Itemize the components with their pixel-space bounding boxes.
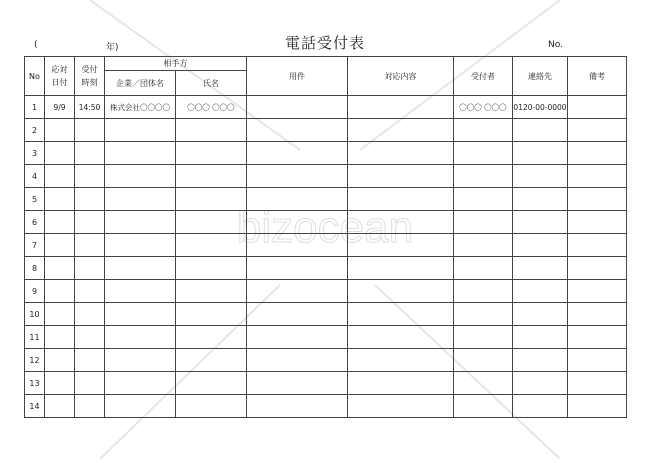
- company-cell[interactable]: [105, 303, 176, 326]
- table-row: [25, 142, 627, 165]
- caller-name-cell[interactable]: [176, 280, 247, 303]
- table-row: [25, 280, 627, 303]
- time-cell[interactable]: [75, 280, 105, 303]
- receiver-cell[interactable]: [454, 119, 513, 142]
- header-party-group: 相手方: [105, 57, 247, 71]
- header-subject: 用件: [247, 57, 348, 96]
- subject-cell[interactable]: [247, 234, 348, 257]
- response-cell[interactable]: [348, 188, 454, 211]
- date-cell[interactable]: [45, 303, 75, 326]
- table-row: [25, 303, 627, 326]
- date-cell[interactable]: [45, 234, 75, 257]
- row-number-cell: 9: [25, 280, 45, 303]
- contact-cell[interactable]: [513, 303, 568, 326]
- time-cell[interactable]: [75, 257, 105, 280]
- contact-cell[interactable]: [513, 234, 568, 257]
- response-cell[interactable]: [348, 96, 454, 119]
- row-number-cell: 14: [25, 395, 45, 418]
- response-cell[interactable]: [348, 395, 454, 418]
- table-row: [25, 372, 627, 395]
- company-cell[interactable]: [105, 142, 176, 165]
- time-cell[interactable]: [75, 142, 105, 165]
- row-number-cell: 5: [25, 188, 45, 211]
- year-label: 年): [106, 43, 119, 53]
- table-row: [25, 257, 627, 280]
- company-cell[interactable]: [105, 395, 176, 418]
- header-company: 企業／団体名: [105, 71, 176, 96]
- table-row: [25, 188, 627, 211]
- contact-cell[interactable]: [513, 142, 568, 165]
- caller-name-cell[interactable]: [176, 119, 247, 142]
- header-date-line2: 日付: [51, 78, 68, 87]
- subject-cell[interactable]: [247, 303, 348, 326]
- table-row: [25, 211, 627, 234]
- row-number-cell: 3: [25, 142, 45, 165]
- row-number-cell: 8: [25, 257, 45, 280]
- contact-cell[interactable]: [513, 372, 568, 395]
- table-row: [25, 395, 627, 418]
- caller-name-cell[interactable]: 〇〇〇 〇〇〇: [176, 96, 247, 119]
- subject-cell[interactable]: [247, 349, 348, 372]
- date-cell[interactable]: [45, 326, 75, 349]
- table-body: [25, 96, 627, 418]
- caller-name-cell[interactable]: [176, 165, 247, 188]
- header-time-line1: 受付: [81, 65, 98, 74]
- receiver-cell[interactable]: [454, 142, 513, 165]
- company-cell[interactable]: [105, 372, 176, 395]
- contact-cell[interactable]: [513, 326, 568, 349]
- receiver-cell[interactable]: [454, 303, 513, 326]
- remarks-cell[interactable]: [568, 349, 627, 372]
- receiver-cell[interactable]: [454, 395, 513, 418]
- table-row: [25, 326, 627, 349]
- header-response: 対応内容: [348, 57, 454, 96]
- row-number-cell: 1: [25, 96, 45, 119]
- caller-name-cell[interactable]: [176, 211, 247, 234]
- subject-cell[interactable]: [247, 326, 348, 349]
- remarks-cell[interactable]: [568, 165, 627, 188]
- date-cell[interactable]: [45, 395, 75, 418]
- time-cell[interactable]: [75, 188, 105, 211]
- contact-cell[interactable]: [513, 280, 568, 303]
- company-cell[interactable]: [105, 280, 176, 303]
- time-cell[interactable]: [75, 119, 105, 142]
- date-cell[interactable]: [45, 372, 75, 395]
- subject-cell[interactable]: [247, 280, 348, 303]
- receiver-cell[interactable]: [454, 188, 513, 211]
- remarks-cell[interactable]: [568, 211, 627, 234]
- contact-cell[interactable]: [513, 188, 568, 211]
- header-remarks: 備考: [568, 57, 627, 96]
- receiver-cell[interactable]: [454, 234, 513, 257]
- date-cell[interactable]: [45, 119, 75, 142]
- header-name: 氏名: [176, 71, 247, 96]
- remarks-cell[interactable]: [568, 188, 627, 211]
- company-cell[interactable]: [105, 119, 176, 142]
- remarks-cell[interactable]: [568, 395, 627, 418]
- response-cell[interactable]: [348, 257, 454, 280]
- subject-cell[interactable]: [247, 142, 348, 165]
- header-no: No: [25, 57, 45, 96]
- caller-name-cell[interactable]: [176, 188, 247, 211]
- time-cell[interactable]: [75, 211, 105, 234]
- time-cell[interactable]: [75, 395, 105, 418]
- response-cell[interactable]: [348, 165, 454, 188]
- header-time: [75, 57, 105, 96]
- company-cell[interactable]: [105, 165, 176, 188]
- subject-cell[interactable]: [247, 188, 348, 211]
- time-cell[interactable]: [75, 234, 105, 257]
- caller-name-cell[interactable]: [176, 326, 247, 349]
- response-cell[interactable]: [348, 211, 454, 234]
- row-number-cell: 10: [25, 303, 45, 326]
- company-cell[interactable]: [105, 188, 176, 211]
- date-cell[interactable]: [45, 142, 75, 165]
- receiver-cell[interactable]: 〇〇〇 〇〇〇: [454, 96, 513, 119]
- time-cell[interactable]: [75, 303, 105, 326]
- header-date-line1: 応対: [51, 65, 68, 74]
- company-cell[interactable]: [105, 234, 176, 257]
- receiver-cell[interactable]: [454, 372, 513, 395]
- response-cell[interactable]: [348, 280, 454, 303]
- caller-name-cell[interactable]: [176, 372, 247, 395]
- company-cell[interactable]: [105, 326, 176, 349]
- contact-cell[interactable]: [513, 395, 568, 418]
- watermark-text: bizocean: [236, 203, 414, 252]
- remarks-cell[interactable]: [568, 326, 627, 349]
- contact-cell[interactable]: 0120-00-0000: [513, 96, 568, 119]
- time-cell[interactable]: 14:50: [75, 96, 105, 119]
- date-cell[interactable]: 9/9: [45, 96, 75, 119]
- header-time-line2: 時刻: [81, 78, 98, 87]
- subject-cell[interactable]: [247, 395, 348, 418]
- table-row: [25, 119, 627, 142]
- header-contact: 連絡先: [513, 57, 568, 96]
- date-cell[interactable]: [45, 349, 75, 372]
- caller-name-cell[interactable]: [176, 395, 247, 418]
- company-cell[interactable]: [105, 349, 176, 372]
- response-cell[interactable]: [348, 234, 454, 257]
- table-row: [25, 165, 627, 188]
- row-number-cell: 2: [25, 119, 45, 142]
- header-date: [45, 57, 75, 96]
- response-cell[interactable]: [348, 303, 454, 326]
- remarks-cell[interactable]: [568, 372, 627, 395]
- page-title: 電話受付表: [284, 34, 365, 52]
- row-number-cell: 6: [25, 211, 45, 234]
- remarks-cell[interactable]: [568, 142, 627, 165]
- subject-cell[interactable]: [247, 211, 348, 234]
- response-cell[interactable]: [348, 142, 454, 165]
- row-number-cell: 4: [25, 165, 45, 188]
- time-cell[interactable]: [75, 326, 105, 349]
- contact-cell[interactable]: [513, 349, 568, 372]
- year-paren-open: (: [34, 40, 38, 50]
- date-cell[interactable]: [45, 211, 75, 234]
- row-number-cell: 13: [25, 372, 45, 395]
- caller-name-cell[interactable]: [176, 257, 247, 280]
- response-cell[interactable]: [348, 326, 454, 349]
- remarks-cell[interactable]: [568, 303, 627, 326]
- receiver-cell[interactable]: [454, 257, 513, 280]
- date-cell[interactable]: [45, 188, 75, 211]
- table-row: [25, 96, 627, 119]
- remarks-cell[interactable]: [568, 96, 627, 119]
- time-cell[interactable]: [75, 349, 105, 372]
- response-cell[interactable]: [348, 372, 454, 395]
- time-cell[interactable]: [75, 165, 105, 188]
- caller-name-cell[interactable]: [176, 234, 247, 257]
- date-cell[interactable]: [45, 280, 75, 303]
- time-cell[interactable]: [75, 372, 105, 395]
- subject-cell[interactable]: [247, 119, 348, 142]
- date-cell[interactable]: [45, 165, 75, 188]
- remarks-cell[interactable]: [568, 280, 627, 303]
- caller-name-cell[interactable]: [176, 349, 247, 372]
- remarks-cell[interactable]: [568, 257, 627, 280]
- response-cell[interactable]: [348, 119, 454, 142]
- company-cell[interactable]: [105, 211, 176, 234]
- contact-cell[interactable]: [513, 165, 568, 188]
- receiver-cell[interactable]: [454, 280, 513, 303]
- subject-cell[interactable]: [247, 165, 348, 188]
- caller-name-cell[interactable]: [176, 303, 247, 326]
- row-number-cell: 7: [25, 234, 45, 257]
- company-cell[interactable]: 株式会社〇〇〇〇: [105, 96, 176, 119]
- contact-cell[interactable]: [513, 119, 568, 142]
- header-receiver: 受付者: [454, 57, 513, 96]
- date-cell[interactable]: [45, 257, 75, 280]
- subject-cell[interactable]: [247, 257, 348, 280]
- company-cell[interactable]: [105, 257, 176, 280]
- response-cell[interactable]: [348, 349, 454, 372]
- contact-cell[interactable]: [513, 257, 568, 280]
- row-number-cell: 12: [25, 349, 45, 372]
- receiver-cell[interactable]: [454, 165, 513, 188]
- subject-cell[interactable]: [247, 372, 348, 395]
- receiver-cell[interactable]: [454, 349, 513, 372]
- phone-log-table: [24, 56, 627, 418]
- caller-name-cell[interactable]: [176, 142, 247, 165]
- subject-cell[interactable]: [247, 96, 348, 119]
- document-number-label: No.: [548, 40, 563, 50]
- table-row: [25, 349, 627, 372]
- remarks-cell[interactable]: [568, 119, 627, 142]
- row-number-cell: 11: [25, 326, 45, 349]
- contact-cell[interactable]: [513, 211, 568, 234]
- receiver-cell[interactable]: [454, 326, 513, 349]
- remarks-cell[interactable]: [568, 234, 627, 257]
- receiver-cell[interactable]: [454, 211, 513, 234]
- table-row: [25, 234, 627, 257]
